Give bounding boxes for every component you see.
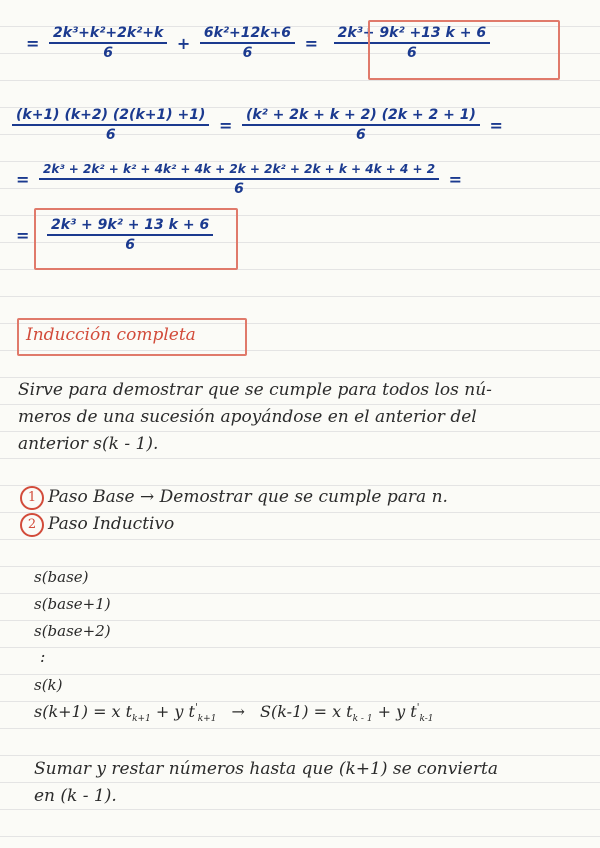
closing-line-2: en (k - 1). (34, 786, 117, 806)
recurrence-term: + y t (150, 702, 195, 721)
superscript: ' (416, 702, 420, 714)
equals-sign: = (26, 33, 40, 53)
denominator: 6 (125, 237, 135, 253)
numerator: 6k²+12k+6 (200, 24, 295, 44)
numerator: (k+1) (k+2) (2(k+1) +1) (12, 106, 209, 126)
subscript: k-1 (419, 714, 434, 725)
equals-sign: = (16, 169, 30, 189)
numerator: 2k³ + 2k² + k² + 4k² + 4k + 2k + 2k² + 2k + k + 4k + 4 + 2 (39, 160, 439, 180)
recurrence-lhs: s(k+1) = x t (34, 702, 133, 721)
recurrence-term: + y t (372, 702, 417, 721)
denominator: 6 (242, 45, 253, 61)
numerator: (k² + 2k + k + 2) (2k + 2 + 1) (242, 106, 480, 126)
step-text: Paso Base → Demostrar que se cumple para n. (48, 487, 448, 507)
step-number-badge: 2 (20, 513, 44, 537)
recurrence-line (34, 702, 434, 724)
denominator: 6 (406, 45, 417, 61)
numerator: 2k³ + 9k² + 13 k + 6 (47, 216, 213, 236)
denominator: 6 (103, 45, 114, 61)
arrow-icon: → (231, 702, 245, 721)
numerator: 2k³+k²+2k²+k (49, 24, 167, 44)
fraction (49, 24, 167, 62)
step-2 (20, 511, 174, 538)
subscript: k+1 (197, 714, 217, 725)
equals-sign: = (489, 115, 503, 135)
seq-item: s(base+1) (34, 595, 111, 613)
denominator: 6 (234, 181, 244, 197)
equals-sign: = (304, 33, 319, 53)
superscript: ' (194, 702, 198, 714)
step-1 (20, 484, 448, 511)
equation-2-line-2 (12, 160, 466, 198)
result-box (368, 20, 560, 80)
equals-sign: = (16, 225, 30, 245)
result-box (34, 208, 238, 270)
paragraph-line-3: anterior s(k - 1). (18, 434, 159, 454)
subscript: k+1 (132, 714, 151, 725)
seq-item: s(base) (34, 568, 89, 586)
equals-sign: = (448, 169, 463, 189)
numerator: 2k³+ 9k² +13 k + 6 (334, 24, 490, 44)
equation-2-line-1 (12, 106, 507, 144)
seq-ellipsis: : (40, 647, 46, 666)
equals-sign: = (218, 115, 233, 135)
paragraph-line-2: meros de una sucesión apoyándose en el anterior del (18, 407, 477, 427)
step-number-badge: 1 (20, 486, 44, 510)
paragraph-line-1: Sirve para demostrar que se cumple para todos los nú- (18, 380, 492, 400)
fraction (242, 106, 480, 144)
step-text: Paso Inductivo (48, 514, 175, 534)
fraction (12, 106, 209, 144)
closing-line-1: Sumar y restar números hasta que (k+1) se convierta (34, 759, 498, 779)
recurrence-rhs: S(k-1) = x t (260, 702, 353, 721)
seq-item: s(k) (34, 676, 63, 694)
fraction (39, 160, 439, 198)
section-title: Inducción completa (26, 325, 196, 345)
fraction (200, 24, 295, 62)
plus-sign: + (176, 33, 191, 53)
seq-item: s(base+2) (34, 622, 111, 640)
subscript: k - 1 (352, 714, 373, 725)
denominator: 6 (105, 127, 116, 143)
denominator: 6 (356, 127, 366, 143)
